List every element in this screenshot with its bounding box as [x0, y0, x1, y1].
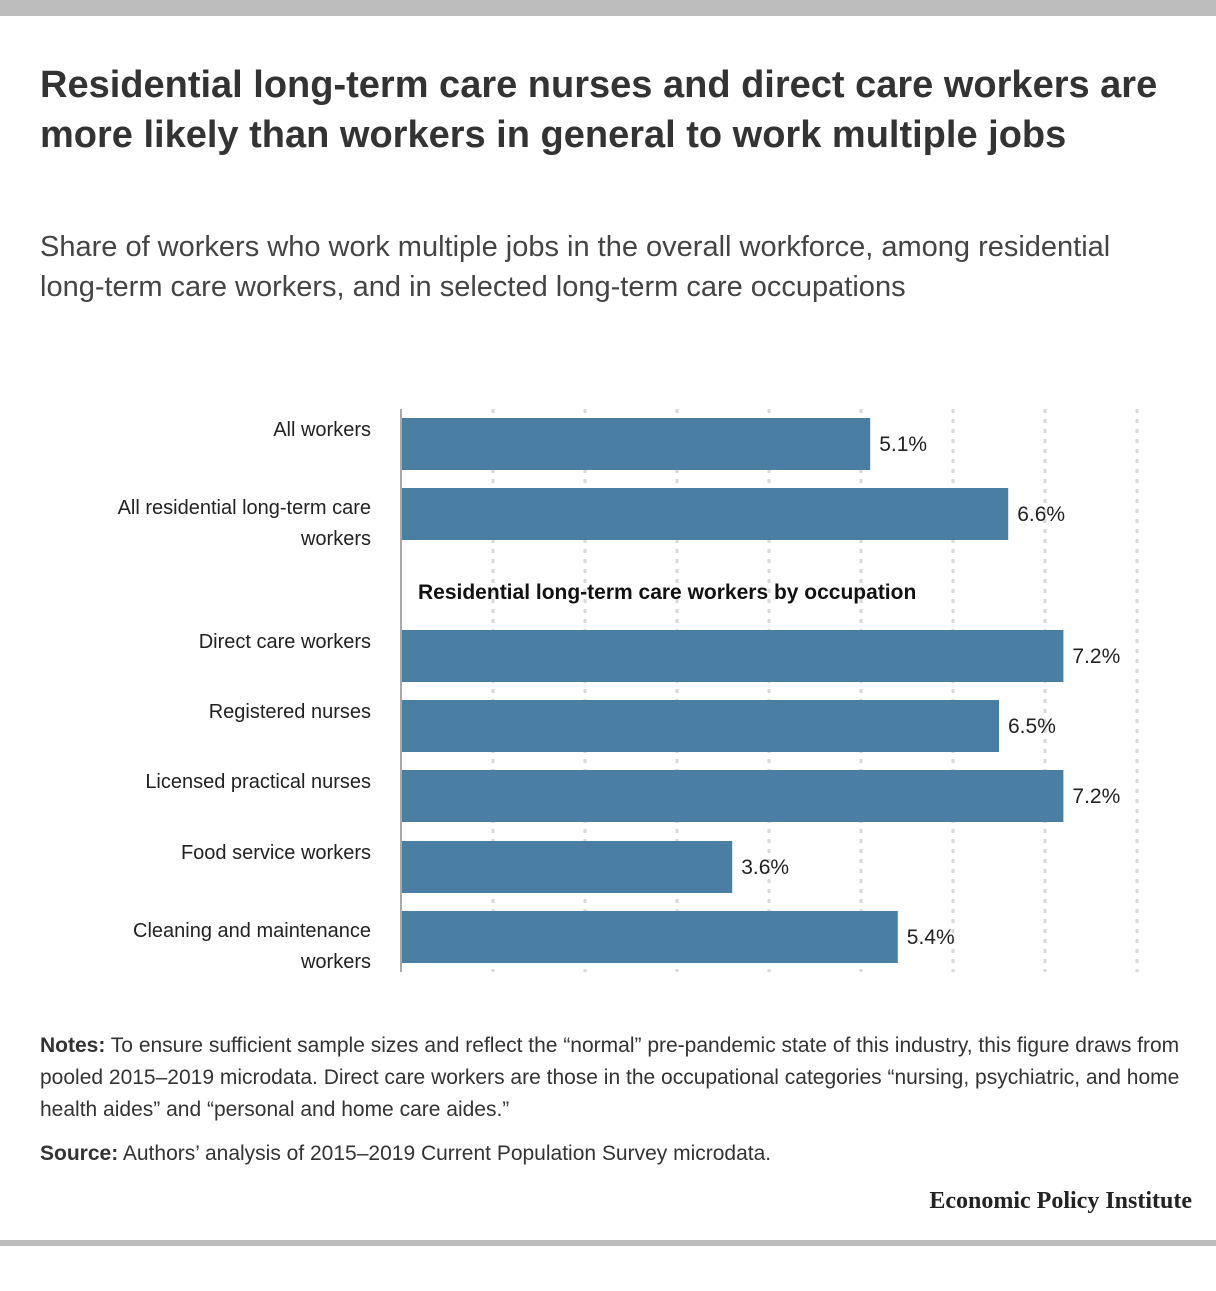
bar: [402, 418, 870, 470]
chart-subtitle: Share of workers who work multiple jobs in the overall workforce, among residential long-term care workers, and in selected long-term care occupations: [40, 231, 1111, 303]
bar: [402, 488, 1008, 540]
value-label: 5.4%: [906, 926, 955, 949]
category-label-line: Cleaning and maintenance: [133, 920, 371, 942]
value-label: 7.2%: [1072, 645, 1121, 668]
category-label: [181, 842, 371, 864]
category-label: [199, 631, 371, 653]
group-label: Residential long-term care workers by occupation: [418, 581, 917, 604]
category-label-line: workers: [300, 951, 371, 973]
bar: [402, 841, 732, 893]
brand-logo-text: Economic Policy Institute: [929, 1188, 1192, 1214]
source-text: Authors’ analysis of 2015–2019 Current Population Survey microdata.: [118, 1142, 772, 1165]
category-label: [209, 701, 371, 723]
source-label: Source:: [40, 1142, 119, 1165]
category-label-line: All residential long-term care: [117, 497, 371, 519]
value-label: 5.1%: [879, 433, 928, 456]
category-label-line: Licensed practical nurses: [145, 771, 371, 793]
bar: [402, 770, 1063, 822]
category-label: [273, 419, 371, 441]
notes: [40, 1030, 1190, 1126]
category-labels: [118, 419, 371, 973]
category-label-line: Registered nurses: [208, 701, 371, 723]
category-label: [118, 497, 371, 550]
source: [40, 1138, 1190, 1170]
value-label: 6.6%: [1017, 503, 1066, 526]
bar: [402, 700, 999, 752]
bar-chart: [0, 395, 1216, 990]
notes-label: Notes:: [40, 1034, 106, 1057]
value-label: 6.5%: [1008, 715, 1056, 738]
category-label-line: Food service workers: [180, 842, 371, 864]
category-label: [145, 771, 371, 793]
bar: [402, 630, 1063, 682]
chart-title: Residential long-term care nurses and direct care workers are more likely than workers in general to work multiple jobs: [40, 64, 1158, 156]
bars: [402, 418, 1066, 963]
category-label: [133, 920, 371, 973]
notes-text: To ensure sufficient sample sizes and reflect the “normal” pre-pandemic state of this industry, this figure draws from pooled 2015–2019 microdata. Direct care workers are those in the occupational categories “nursing, psychiatric, and home health aides” and “personal and home care aides.”: [40, 1034, 1180, 1121]
bottom-border: [0, 1240, 1216, 1246]
top-border: [0, 0, 1216, 16]
category-label-line: All workers: [273, 419, 371, 441]
category-label-line: workers: [300, 528, 371, 550]
value-label: 3.6%: [741, 856, 790, 879]
category-label-line: Direct care workers: [198, 631, 371, 653]
bar: [402, 911, 898, 963]
value-label: 7.2%: [1072, 785, 1121, 808]
